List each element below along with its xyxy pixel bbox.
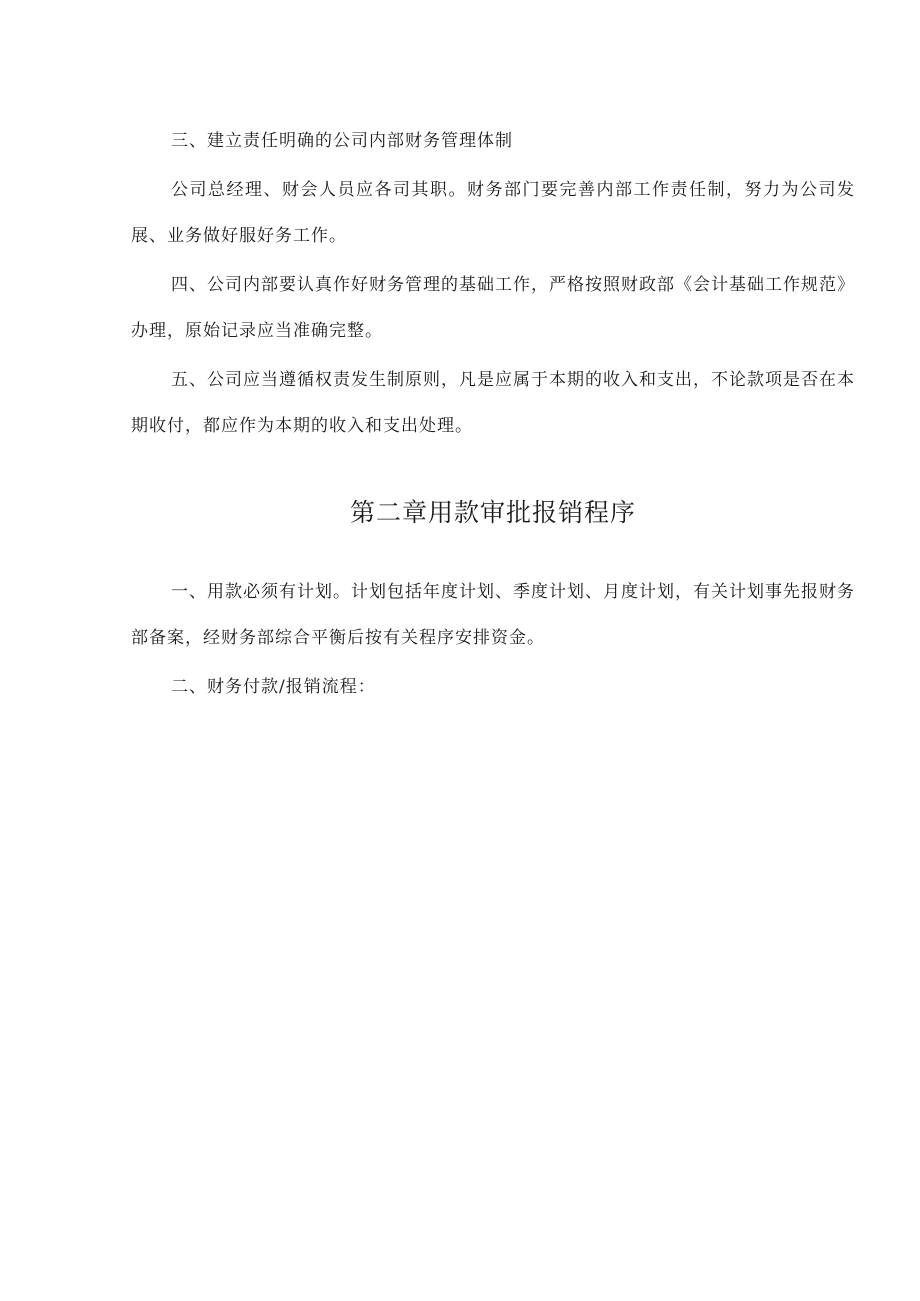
paragraph-four-basic-work: 四、公司内部要认真作好财务管理的基础工作，严格按照财政部《会计基础工作规范》办理，原始记录应当准确完整。	[131, 275, 855, 341]
paragraph-five-accrual: 五、公司应当遵循权责发生制原则，凡是应属于本期的收入和支出，不论款项是否在本期收付，都应作为本期的收入和支出处理。	[131, 370, 855, 436]
paragraph-responsibilities: 公司总经理、财会人员应各司其职。财务部门要完善内部工作责任制，努力为公司发展、业务做好服好务工作。	[131, 180, 855, 246]
chapter-title: 第二章用款审批报销程序	[349, 498, 636, 527]
section-heading-three: 三、建立责任明确的公司内部财务管理体制	[171, 131, 513, 151]
document-page	[131, 118, 855, 710]
paragraph-two-payment-flow: 二、财务付款/报销流程：	[171, 677, 376, 697]
paragraph-one-plan: 一、用款必须有计划。计划包括年度计划、季度计划、月度计划，有关计划事先报财务部备案，经财务部综合平衡后按有关程序安排资金。	[131, 582, 855, 648]
